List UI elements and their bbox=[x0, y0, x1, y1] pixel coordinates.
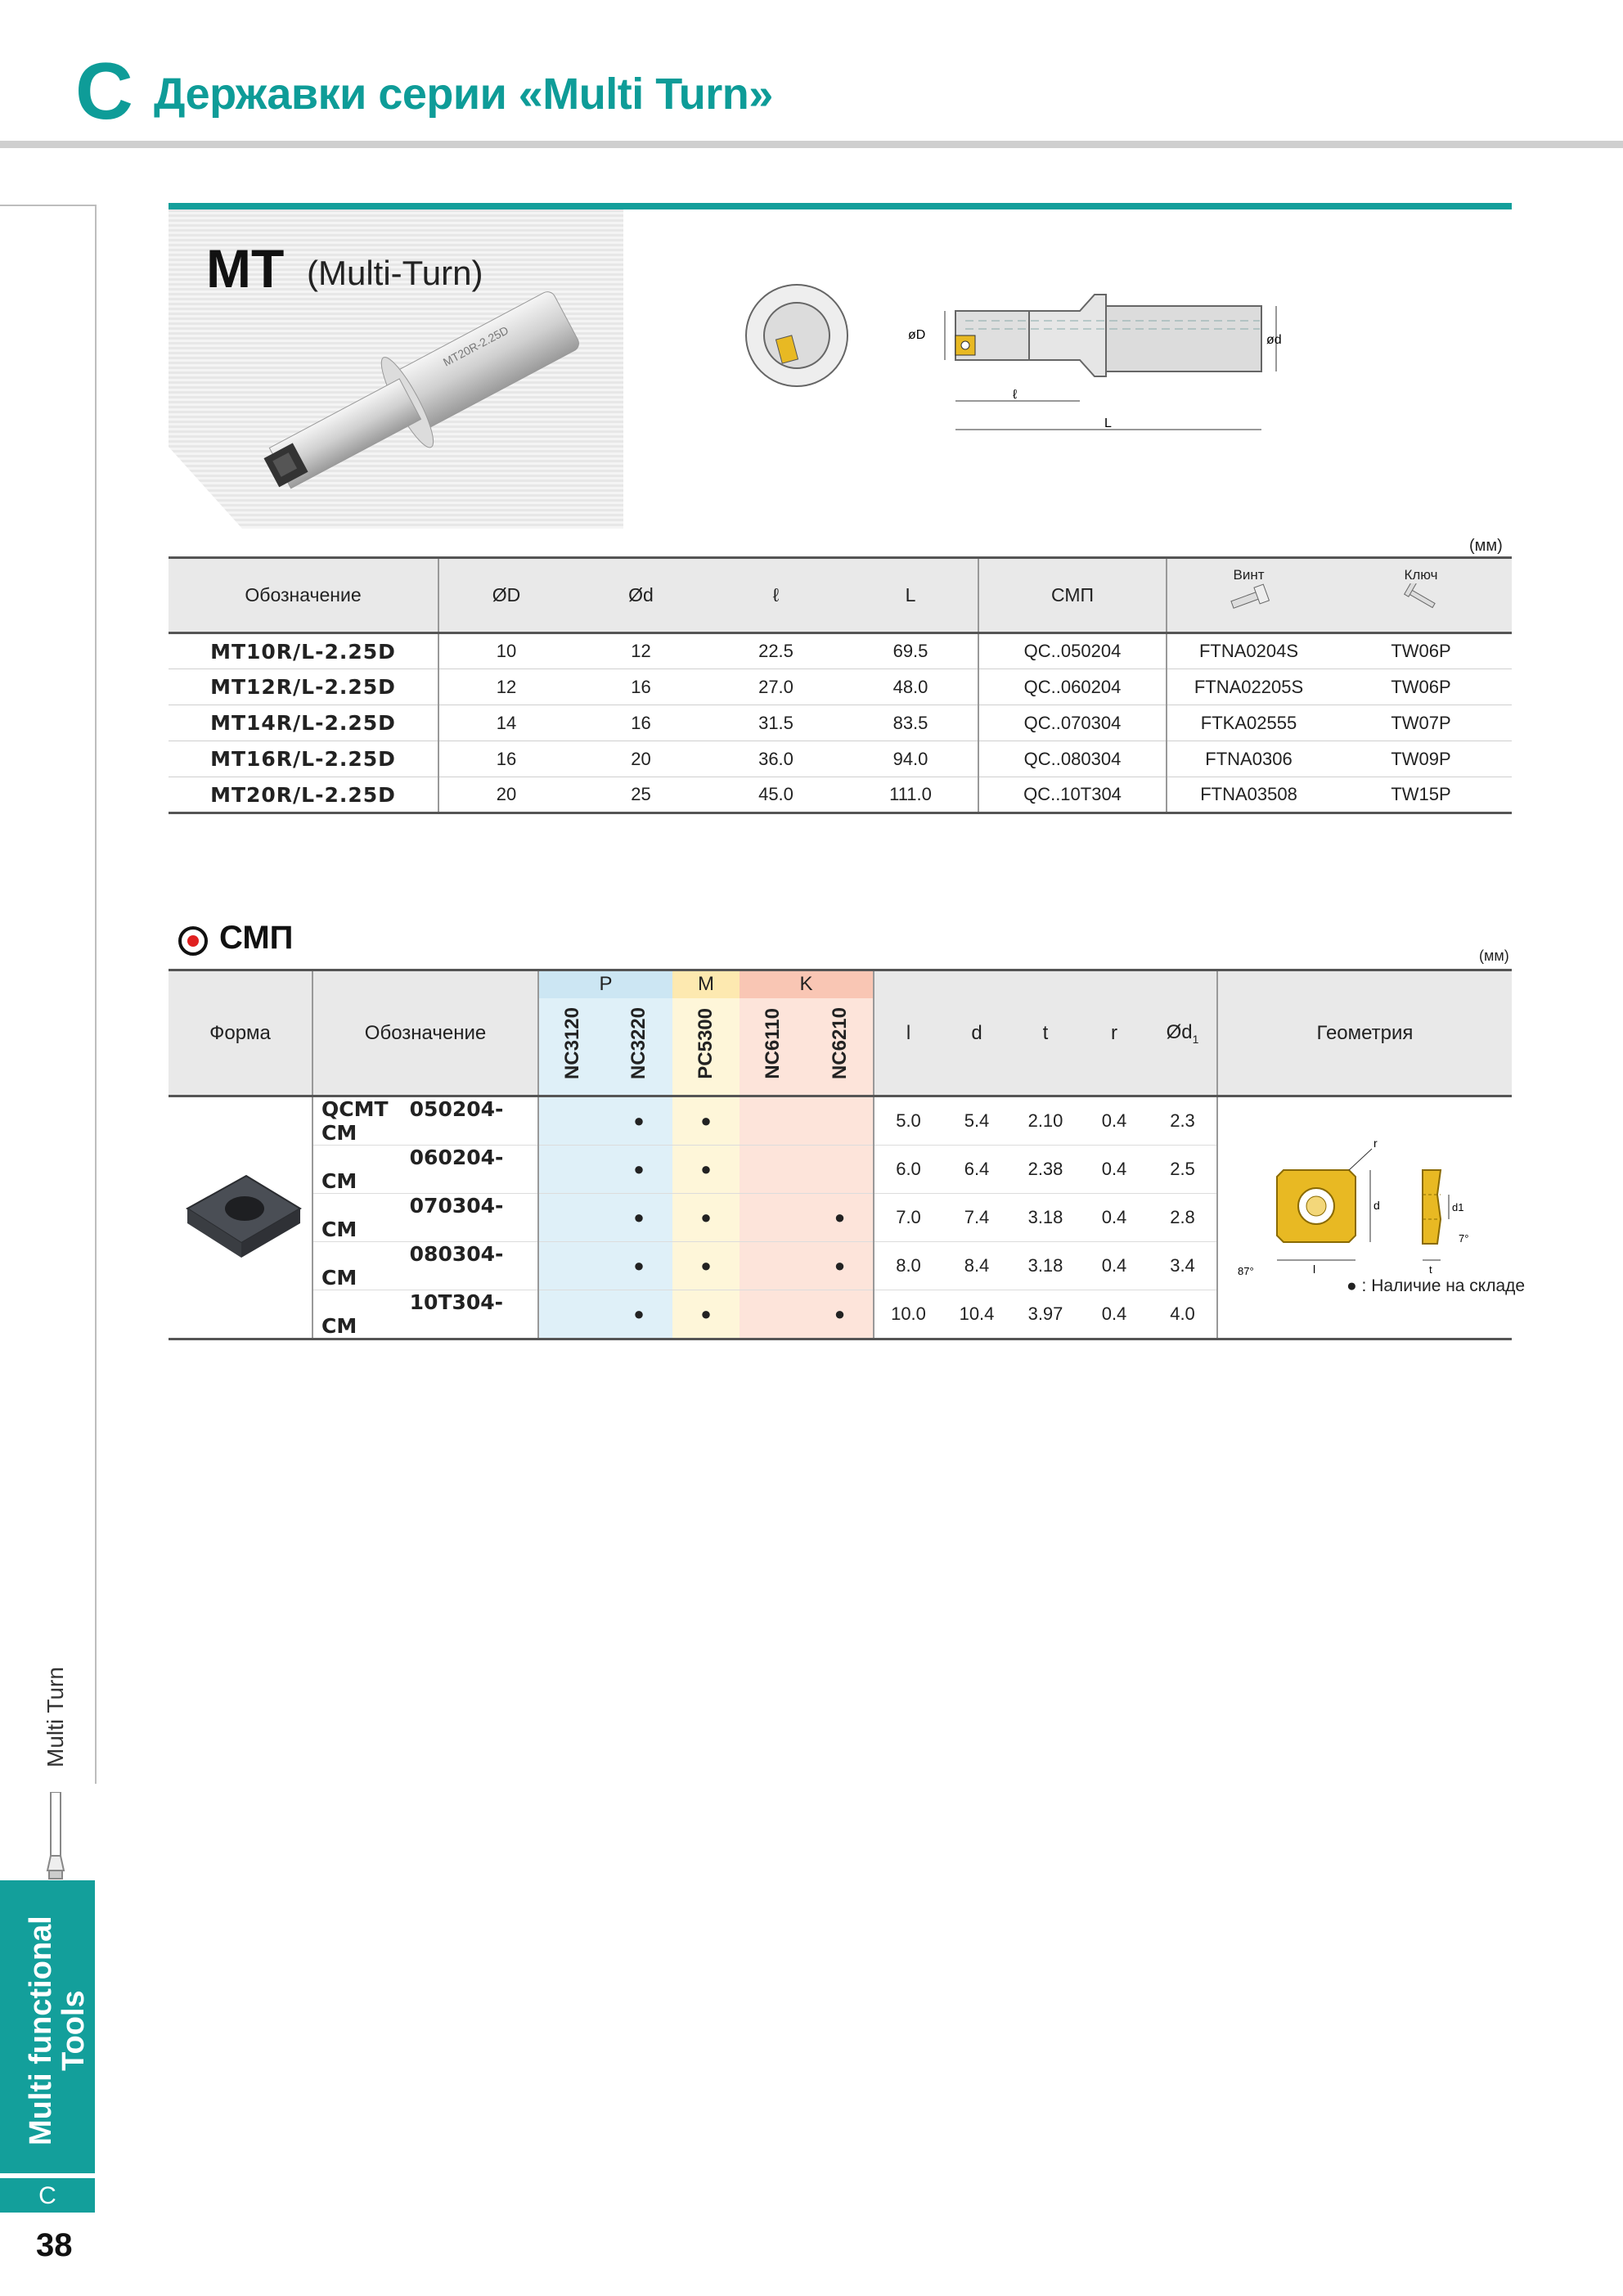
col-l: l bbox=[874, 970, 942, 1096]
group-m: M bbox=[672, 970, 740, 998]
cell-L: 48.0 bbox=[843, 669, 978, 705]
insert-table bbox=[169, 969, 1512, 1340]
holder-table-unit: (мм) bbox=[1469, 537, 1503, 555]
cell-r: 0.4 bbox=[1080, 1194, 1149, 1242]
grade-cell: ● bbox=[605, 1096, 672, 1146]
cell-screw: FTNA0204S bbox=[1167, 633, 1330, 669]
cell-d: 5.4 bbox=[942, 1096, 1011, 1146]
cell-r: 0.4 bbox=[1080, 1242, 1149, 1290]
cell-ell: 36.0 bbox=[708, 741, 843, 777]
grade-cell bbox=[740, 1096, 807, 1146]
label-od-small: ød bbox=[1266, 333, 1282, 347]
grade-cell bbox=[807, 1096, 874, 1146]
cell-l: 10.0 bbox=[874, 1290, 942, 1339]
cell-d: 16 bbox=[573, 705, 708, 741]
cell-key: TW09P bbox=[1330, 741, 1512, 777]
col-ell: ℓ bbox=[708, 558, 843, 633]
col-D: ØD bbox=[438, 558, 573, 633]
header-rule bbox=[0, 141, 1623, 148]
geometry-cell bbox=[1217, 1096, 1512, 1339]
cell-l: 7.0 bbox=[874, 1194, 942, 1242]
cell-insert: QC..080304 bbox=[978, 741, 1167, 777]
grade-cell: ● bbox=[807, 1242, 874, 1290]
grade-cell: ● bbox=[807, 1290, 874, 1339]
col-insert-designation: Обозначение bbox=[312, 970, 538, 1096]
cell-d: 7.4 bbox=[942, 1194, 1011, 1242]
col-d: Ød bbox=[573, 558, 708, 633]
group-p: P bbox=[538, 970, 672, 998]
tool-photo bbox=[245, 270, 605, 515]
cell-insert: QC..10T304 bbox=[978, 777, 1167, 813]
insert-geometry-drawing bbox=[1226, 1129, 1504, 1301]
group-k: K bbox=[740, 970, 874, 998]
grade-header: NC3120 bbox=[538, 998, 605, 1096]
cell-key: TW06P bbox=[1330, 633, 1512, 669]
section-letter: C bbox=[75, 46, 133, 136]
geo-label-angle2: 7° bbox=[1458, 1232, 1468, 1245]
holder-table bbox=[169, 556, 1512, 814]
holder-drawing bbox=[736, 270, 1309, 450]
cell-screw: FTNA03508 bbox=[1167, 777, 1330, 813]
page-title: Державки серии «Multi Turn» bbox=[154, 70, 773, 119]
grade-cell bbox=[740, 1194, 807, 1242]
side-multi-turn-label: Multi Turn bbox=[43, 1667, 68, 1767]
cell-L: 69.5 bbox=[843, 633, 978, 669]
cell-d: 25 bbox=[573, 777, 708, 813]
cell-d: 8.4 bbox=[942, 1242, 1011, 1290]
banner-model: MT bbox=[206, 238, 285, 299]
table-row bbox=[169, 741, 1512, 777]
insert-heading: СМП bbox=[219, 920, 294, 956]
col-d1: $Ød_1$ bbox=[1149, 970, 1217, 1096]
grade-cell bbox=[538, 1096, 605, 1146]
grade-cell: ● bbox=[605, 1242, 672, 1290]
cell-D: 16 bbox=[438, 741, 573, 777]
grade-header: NC3220 bbox=[605, 998, 672, 1096]
insert-table-unit: (мм) bbox=[1479, 948, 1509, 964]
insert-shape-cell bbox=[169, 1096, 312, 1339]
cell-t: 2.10 bbox=[1011, 1096, 1080, 1146]
grade-cell: ● bbox=[807, 1194, 874, 1242]
cell-designation: MT16R/L-2.25D bbox=[169, 741, 438, 777]
cell-t: 3.97 bbox=[1011, 1290, 1080, 1339]
grade-cell bbox=[740, 1242, 807, 1290]
cell-insert: QC..070304 bbox=[978, 705, 1167, 741]
col-t: t bbox=[1011, 970, 1080, 1096]
banner-subtitle: (Multi-Turn) bbox=[307, 254, 483, 292]
cell-ell: 27.0 bbox=[708, 669, 843, 705]
col-geometry: Геометрия bbox=[1217, 970, 1512, 1096]
label-L: L bbox=[1104, 416, 1112, 430]
cell-t: 2.38 bbox=[1011, 1146, 1080, 1194]
cell-ell: 45.0 bbox=[708, 777, 843, 813]
grade-cell: ● bbox=[672, 1242, 740, 1290]
grade-cell: ● bbox=[672, 1146, 740, 1194]
insert-designation: 10T304-CM bbox=[312, 1290, 538, 1339]
cell-ell: 31.5 bbox=[708, 705, 843, 741]
label-od: øD bbox=[908, 328, 926, 342]
grade-cell bbox=[538, 1146, 605, 1194]
grade-cell: ● bbox=[672, 1290, 740, 1339]
cell-designation: MT20R/L-2.25D bbox=[169, 777, 438, 813]
side-tab-letter: C bbox=[0, 2177, 95, 2213]
target-icon bbox=[178, 926, 208, 956]
cell-t: 3.18 bbox=[1011, 1194, 1080, 1242]
cell-ell: 22.5 bbox=[708, 633, 843, 669]
table-row bbox=[169, 1096, 1512, 1146]
cell-d: 20 bbox=[573, 741, 708, 777]
grade-cell bbox=[538, 1194, 605, 1242]
table-row bbox=[169, 705, 1512, 741]
col-screw: Винт bbox=[1167, 558, 1330, 633]
cell-designation: MT10R/L-2.25D bbox=[169, 633, 438, 669]
geo-label-d1: d1 bbox=[1451, 1201, 1463, 1213]
insert-designation: 060204-CM bbox=[312, 1146, 538, 1194]
cell-screw: FTNA02205S bbox=[1167, 669, 1330, 705]
key-icon bbox=[1396, 583, 1445, 613]
grade-cell bbox=[807, 1146, 874, 1194]
cell-D: 12 bbox=[438, 669, 573, 705]
cell-insert: QC..050204 bbox=[978, 633, 1167, 669]
stock-note: ● : Наличие на складе bbox=[1347, 1276, 1526, 1295]
geo-label-t: t bbox=[1428, 1263, 1432, 1276]
grade-cell bbox=[740, 1290, 807, 1339]
cell-D: 14 bbox=[438, 705, 573, 741]
cell-d1: 2.8 bbox=[1149, 1194, 1217, 1242]
cell-L: 111.0 bbox=[843, 777, 978, 813]
geo-label-r: r bbox=[1373, 1137, 1378, 1150]
side-top-line bbox=[0, 205, 97, 206]
page-number: 38 bbox=[36, 2227, 73, 2263]
cell-key: TW15P bbox=[1330, 777, 1512, 813]
grade-header: NC6110 bbox=[740, 998, 807, 1096]
col-key: Ключ bbox=[1330, 558, 1512, 633]
insert-designation: 070304-CM bbox=[312, 1194, 538, 1242]
cell-d1: 2.5 bbox=[1149, 1146, 1217, 1194]
cell-d: 12 bbox=[573, 633, 708, 669]
cell-l: 6.0 bbox=[874, 1146, 942, 1194]
cell-d: 16 bbox=[573, 669, 708, 705]
cell-screw: FTKA02555 bbox=[1167, 705, 1330, 741]
geo-label-d: d bbox=[1373, 1199, 1380, 1212]
grade-cell bbox=[740, 1146, 807, 1194]
cell-D: 20 bbox=[438, 777, 573, 813]
cell-r: 0.4 bbox=[1080, 1290, 1149, 1339]
col-insert: СМП bbox=[978, 558, 1167, 633]
grade-header: PC5300 bbox=[672, 998, 740, 1096]
insert-photo bbox=[171, 1158, 310, 1272]
cell-r: 0.4 bbox=[1080, 1096, 1149, 1146]
col-d: d bbox=[942, 970, 1011, 1096]
cell-key: TW07P bbox=[1330, 705, 1512, 741]
grade-cell: ● bbox=[605, 1290, 672, 1339]
cell-insert: QC..060204 bbox=[978, 669, 1167, 705]
grade-cell: ● bbox=[672, 1096, 740, 1146]
cell-d1: 4.0 bbox=[1149, 1290, 1217, 1339]
geo-label-angle1: 87° bbox=[1237, 1265, 1254, 1277]
cell-d: 6.4 bbox=[942, 1146, 1011, 1194]
cell-d1: 3.4 bbox=[1149, 1242, 1217, 1290]
cell-l: 5.0 bbox=[874, 1096, 942, 1146]
cell-l: 8.0 bbox=[874, 1242, 942, 1290]
insert-designation: 080304-CM bbox=[312, 1242, 538, 1290]
cell-r: 0.4 bbox=[1080, 1146, 1149, 1194]
banner-rule bbox=[169, 203, 1512, 209]
cell-D: 10 bbox=[438, 633, 573, 669]
cell-L: 94.0 bbox=[843, 741, 978, 777]
cell-designation: MT14R/L-2.25D bbox=[169, 705, 438, 741]
side-tool-icon bbox=[46, 1792, 65, 1880]
col-designation: Обозначение bbox=[169, 558, 438, 633]
cell-d: 10.4 bbox=[942, 1290, 1011, 1339]
insert-designation: QCMT 050204-CM bbox=[312, 1096, 538, 1146]
table-row bbox=[169, 633, 1512, 669]
side-tab-label: Multi functional Tools bbox=[24, 1916, 91, 2145]
grade-cell: ● bbox=[672, 1194, 740, 1242]
grade-cell: ● bbox=[605, 1146, 672, 1194]
cell-d1: 2.3 bbox=[1149, 1096, 1217, 1146]
geo-label-l: l bbox=[1312, 1263, 1315, 1276]
label-ell: ℓ bbox=[1013, 388, 1018, 402]
cell-L: 83.5 bbox=[843, 705, 978, 741]
grade-cell: ● bbox=[605, 1194, 672, 1242]
col-r: r bbox=[1080, 970, 1149, 1096]
side-vertical-line bbox=[95, 205, 97, 1784]
col-L: L bbox=[843, 558, 978, 633]
cell-designation: MT12R/L-2.25D bbox=[169, 669, 438, 705]
grade-header: NC6210 bbox=[807, 998, 874, 1096]
cell-t: 3.18 bbox=[1011, 1242, 1080, 1290]
cell-key: TW06P bbox=[1330, 669, 1512, 705]
cell-screw: FTNA0306 bbox=[1167, 741, 1330, 777]
screw-icon bbox=[1225, 583, 1274, 613]
col-shape: Форма bbox=[169, 970, 312, 1096]
tool-engraving: MT20R-2.25D bbox=[440, 323, 511, 369]
grade-cell bbox=[538, 1290, 605, 1339]
table-row bbox=[169, 669, 1512, 705]
grade-cell bbox=[538, 1242, 605, 1290]
table-row bbox=[169, 777, 1512, 813]
